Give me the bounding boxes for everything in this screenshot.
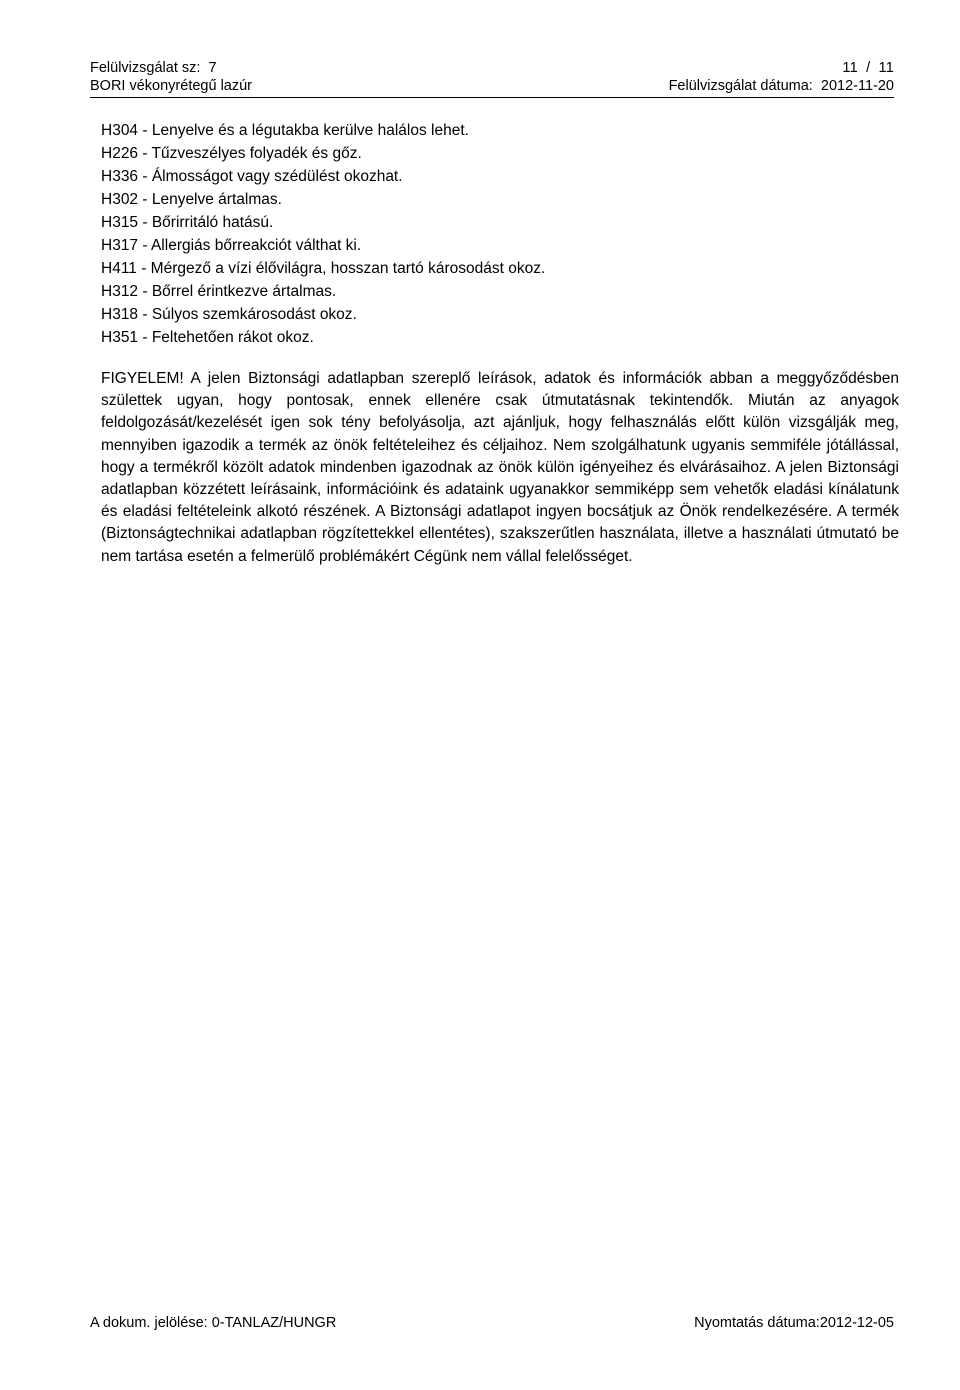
hazard-statement: H304 - Lenyelve és a légutakba kerülve halálos lehet. [101, 122, 469, 139]
revision-number [90, 59, 217, 77]
product-name: BORI vékonyrétegű lazúr [90, 78, 252, 94]
hazard-statement: H336 - Álmosságot vagy szédülést okozhat. [101, 168, 403, 185]
page-number [842, 59, 894, 77]
page-separator: / [866, 60, 871, 76]
header-row-top [90, 59, 894, 77]
hazard-statement: H317 - Allergiás bőrreakciót válthat ki. [101, 237, 362, 254]
print-date: Nyomtatás dátuma:2012-12-05 [694, 1315, 894, 1331]
hazard-statement: H315 - Bőrirritáló hatású. [101, 214, 274, 231]
page-total: 11 [878, 60, 894, 76]
page-header [90, 59, 894, 98]
page-current: 11 [842, 60, 858, 76]
disclaimer-paragraph: FIGYELEM! A jelen Biztonsági adatlapban szereplő leírások, adatok és információk abban a meggyőződésben születtek ugyan, hogy pontosak, ennek ellenére csak útmutatásnak tekintendők. Miután az anyagok feldolgozását/kezelését igen sok tény befolyásolja, azt ajánljuk, hogy felhasználás előtt külön vizsgálják meg, mennyiben igazodik a termék az önök feltételeihez és céljaihoz. Nem szolgálhatunk ugyanis semmiféle jótállással, hogy a termékről közölt adatok mindenben igazodnak az önök külön igényeihez és elvárásaihoz. A jelen Biztonsági adatlapban közzétett leírásaink, információink és adataink ugyanakkor semmiképp sem vehetők eladási kínálatunk és eladási feltételeink alkotó részének. A Biztonsági adatlapot ingyen bocsátjuk az Önök rendelkezésére. A termék (Biztonságtechnikai adatlapban rögzítettekkel ellentétes), szakszerűtlen használata, illetve a használati útmutató be nem tartása esetén a felmerülő problémákért Cégünk nem vállal felelősséget. [101, 370, 899, 565]
revision-date-value: 2012-11-20 [820, 78, 894, 94]
hazard-statement: H226 - Tűzveszélyes folyadék és gőz. [101, 145, 362, 162]
hazard-statement: H318 - Súlyos szemkárosodást okoz. [101, 306, 357, 323]
document-content [101, 119, 899, 568]
hazard-statement: H411 - Mérgező a vízi élővilágra, hosszan tartó károsodást okoz. [101, 260, 546, 277]
hazard-statement: H302 - Lenyelve ártalmas. [101, 191, 282, 208]
revision-date-label: Felülvizsgálat dátuma: [668, 78, 813, 94]
hazard-statement: H351 - Feltehetően rákot okoz. [101, 329, 314, 346]
hazard-statement: H312 - Bőrrel érintkezve ártalmas. [101, 283, 337, 300]
hazard-statements-list [101, 119, 899, 349]
document-id: A dokum. jelölése: 0-TANLAZ/HUNGR [90, 1315, 337, 1331]
header-row-bottom [90, 77, 894, 95]
revision-label: Felülvizsgálat sz: [90, 60, 201, 76]
revision-date [669, 77, 894, 95]
revision-number-value: 7 [208, 60, 217, 76]
page-footer [90, 1314, 894, 1332]
